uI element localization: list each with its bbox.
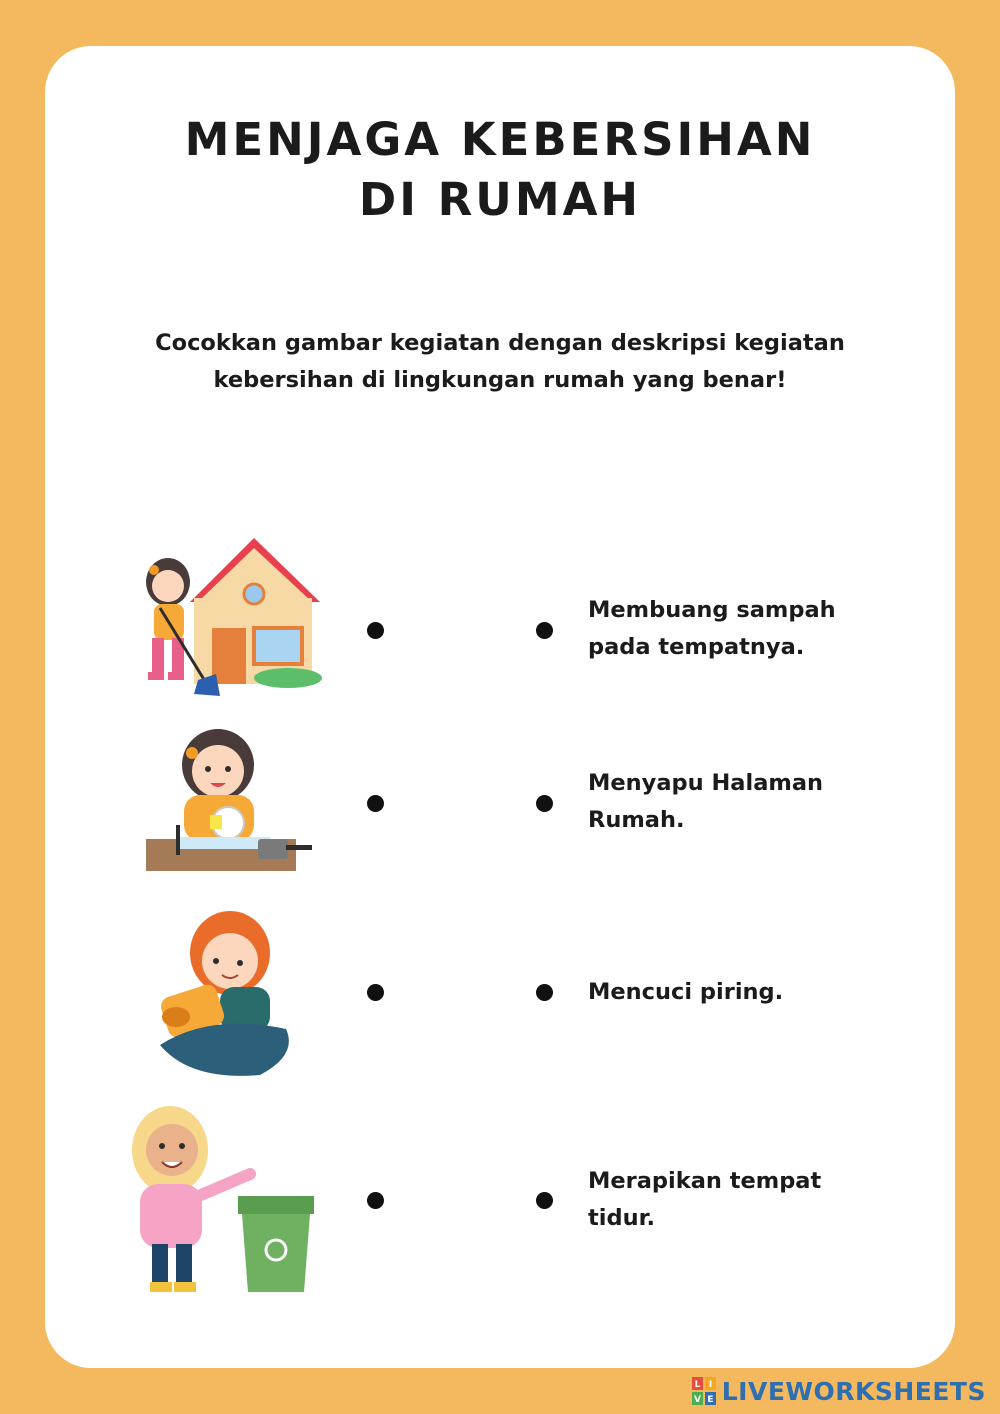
description-2-line-2: Rumah.: [588, 807, 685, 833]
description-1: [588, 592, 848, 666]
description-4: [588, 1163, 848, 1237]
description-3-line-1: Mencuci piring.: [588, 979, 784, 1005]
instruction-line-2: kebersihan di lingkungan rumah yang benar!: [213, 367, 787, 393]
description-1-line-2: pada tempatnya.: [588, 634, 805, 660]
title-line-1: MENJAGA KEBERSIHAN: [184, 113, 816, 166]
description-4-dot[interactable]: [536, 1192, 553, 1209]
liveworksheets-footer: [692, 1374, 986, 1408]
description-4-line-2: tidur.: [588, 1205, 656, 1231]
svg-text:L: L: [694, 1380, 701, 1390]
description-2: [588, 765, 848, 839]
picture-4-dot[interactable]: [367, 1192, 384, 1209]
girl-washing-dishes-illustration: [140, 725, 320, 880]
description-2-dot[interactable]: [536, 795, 553, 812]
description-1-line-1: Membuang sampah: [588, 597, 836, 623]
liveworksheets-brand-text[interactable]: LIVEWORKSHEETS: [721, 1376, 986, 1406]
svg-text:I: I: [708, 1380, 712, 1390]
description-3-dot[interactable]: [536, 984, 553, 1001]
picture-3-dot[interactable]: [367, 984, 384, 1001]
description-3: [588, 974, 848, 1011]
description-1-dot[interactable]: [536, 622, 553, 639]
girl-making-bed-illustration: [150, 905, 300, 1080]
title-line-2: DI RUMAH: [358, 173, 642, 226]
svg-text:E: E: [707, 1395, 714, 1405]
picture-2-dot[interactable]: [367, 795, 384, 812]
liveworksheets-logo-icon: [692, 1377, 716, 1405]
girl-throwing-trash-illustration: [130, 1102, 320, 1297]
description-4-line-1: Merapikan tempat: [588, 1168, 822, 1194]
worksheet-title: [0, 110, 1000, 230]
girl-sweeping-house-illustration: [128, 530, 328, 700]
svg-text:V: V: [693, 1395, 701, 1405]
description-2-line-1: Menyapu Halaman: [588, 770, 824, 796]
instruction-text: [150, 325, 850, 399]
picture-1-dot[interactable]: [367, 622, 384, 639]
instruction-line-1: Cocokkan gambar kegiatan dengan deskripsi kegiatan: [155, 330, 845, 356]
